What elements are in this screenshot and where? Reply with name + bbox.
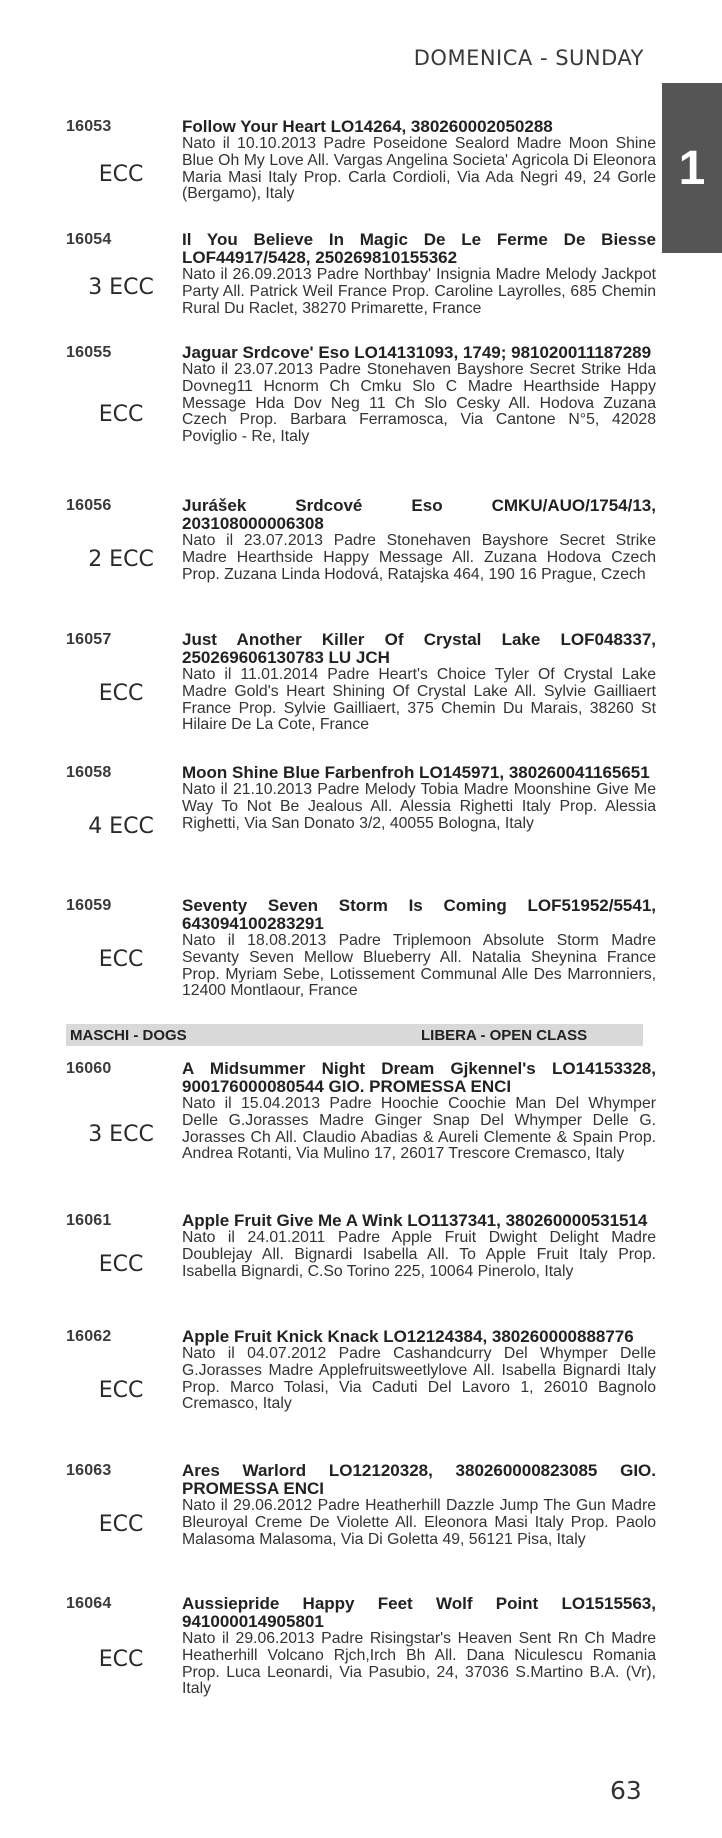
section-band bbox=[66, 1024, 643, 1046]
section-sex-label: MASCHI - DOGS bbox=[70, 1027, 187, 1044]
entry-description: Nato il 11.01.2014 Padre Heart's Choice Tyler Of Crystal Lake Madre Gold's Heart Shining Of Crystal Lake All. Sylvie Gailliaert France Prop. Sylvie Gailliaert, 375 Chemin Du Marais, 38260 St Hilaire De La Cote, France bbox=[182, 666, 656, 734]
entry-description: Nato il 23.07.2013 Padre Stonehaven Bayshore Secret Strike Madre Hearthside Happy Message All. Zuzana Hodova Czech Prop. Zuzana Linda Hodová, Ratajska 464, 190 16 Prague, Czech bbox=[182, 532, 656, 583]
entry-award: 2 ECC bbox=[88, 547, 154, 572]
entry-award: ECC bbox=[98, 1512, 144, 1537]
entry-number: 16063 bbox=[66, 1462, 112, 1479]
entry-number: 16060 bbox=[66, 1060, 112, 1077]
entry-number: 16054 bbox=[66, 231, 112, 248]
entry-description: Nato il 18.08.2013 Padre Triplemoon Absolute Storm Madre Sevanty Seven Mellow Blueberry All. Natalia Sheynina France Prop. Myriam Sebe, Lotissement Communal Alle Des Marronniers, 12400 Montlaour, France bbox=[182, 932, 656, 1000]
entry-number: 16062 bbox=[66, 1328, 112, 1345]
entry-number: 16064 bbox=[66, 1595, 112, 1612]
section-tab bbox=[662, 83, 722, 253]
entry-title: Jaguar Srdcove' Eso LO14131093, 1749; 981020011187289 bbox=[182, 343, 652, 362]
entry-award: 4 ECC bbox=[88, 814, 154, 839]
entry-title: Follow Your Heart LO14264, 380260002050288 bbox=[182, 117, 553, 136]
entry-description: Nato il 24.01.2011 Padre Apple Fruit Dwight Delight Madre Doublejay All. Bignardi Isabella All. To Apple Fruit Italy Prop. Isabella Bignardi, C.So Torino 225, 10064 Pinerolo, Italy bbox=[182, 1229, 656, 1280]
entry-award: ECC bbox=[98, 1647, 144, 1672]
entry-award: ECC bbox=[98, 162, 144, 187]
entry-number: 16053 bbox=[66, 118, 112, 135]
entry-title: Aussiepride Happy Feet Wolf Point LO1515563, 941000014905801 bbox=[182, 1594, 656, 1631]
entry-number: 16057 bbox=[66, 631, 112, 648]
entry-description: Nato il 29.06.2013 Padre Risingstar's Heaven Sent Rn Ch Madre Heatherhill Volcano Rjch,Irch Bh All. Dana Niculescu Romania Prop. Luca Leonardi, Via Pasubio, 24, 37036 S.Martino B.A. (Vr), Italy bbox=[182, 1630, 656, 1698]
entry-description: Nato il 21.10.2013 Padre Melody Tobia Madre Moonshine Give Me Way To Not Be Jealous All. Alessia Righetti Italy Prop. Alessia Righetti, Via San Donato 3/2, 40055 Bologna, Italy bbox=[182, 781, 656, 832]
entry-number: 16061 bbox=[66, 1212, 112, 1229]
entry-number: 16055 bbox=[66, 344, 112, 361]
entry-description: Nato il 15.04.2013 Padre Hoochie Coochie Man Del Whymper Delle G.Jorasses Madre Ginger Snap Del Whymper Delle G. Jorasses Ch All. Claudio Abadias & Aureli Clemente & Spain Prop. Andrea Rotanti, Via Mulino 17, 26017 Trescore Cremasco, Italy bbox=[182, 1095, 656, 1163]
entry-title: Apple Fruit Give Me A Wink LO1137341, 380260000531514 bbox=[182, 1211, 648, 1230]
entry-award: ECC bbox=[98, 681, 144, 706]
section-tab-label: 1 bbox=[678, 141, 706, 195]
entry-title: Ares Warlord LO12120328, 380260000823085 GIO. PROMESSA ENCI bbox=[182, 1461, 656, 1498]
entry-title: Moon Shine Blue Farbenfroh LO145971, 380260041165651 bbox=[182, 763, 650, 782]
entry-title: Jurášek Srdcové Eso CMKU/AUO/1754/13, 203108000006308 bbox=[182, 496, 656, 533]
entry-description: Nato il 29.06.2012 Padre Heatherhill Dazzle Jump The Gun Madre Bleuroyal Creme De Violette All. Eleonora Masi Italy Prop. Paolo Malasoma Malasoma, Via Di Goletta 49, 56121 Pisa, Italy bbox=[182, 1497, 656, 1548]
entry-award: ECC bbox=[98, 1378, 144, 1403]
entry-number: 16059 bbox=[66, 897, 112, 914]
entry-number: 16058 bbox=[66, 764, 112, 781]
entry-award: 3 ECC bbox=[88, 1122, 154, 1147]
page-header-day: DOMENICA - SUNDAY bbox=[413, 46, 644, 70]
page-number: 63 bbox=[610, 1776, 642, 1805]
entry-title: Apple Fruit Knick Knack LO12124384, 380260000888776 bbox=[182, 1327, 634, 1346]
entry-description: Nato il 10.10.2013 Padre Poseidone Sealord Madre Moon Shine Blue Oh My Love All. Vargas Angelina Societa' Agricola Di Eleonora Maria Masi Italy Prop. Carla Cordioli, Via Ada Negri 49, 24 Gorle (Bergamo), Italy bbox=[182, 135, 656, 203]
entry-award: ECC bbox=[98, 947, 144, 972]
entry-award: 3 ECC bbox=[88, 275, 154, 300]
entry-award: ECC bbox=[98, 1252, 144, 1277]
entry-award: ECC bbox=[98, 402, 144, 427]
entry-title: Seventy Seven Storm Is Coming LOF51952/5541, 643094100283291 bbox=[182, 896, 656, 933]
entry-title: A Midsummer Night Dream Gjkennel's LO14153328, 900176000080544 GIO. PROMESSA ENCI bbox=[182, 1059, 656, 1096]
entry-title: Il You Believe In Magic De Le Ferme De Biesse LOF44917/5428, 250269810155362 bbox=[182, 230, 656, 267]
entry-description: Nato il 04.07.2012 Padre Cashandcurry Del Whymper Delle G.Jorasses Madre Applefruitsweetlylove All. Isabella Bignardi Italy Prop. Marco Tolasi, Via Caduti Del Lavoro 1, 26010 Bagnolo Cremasco, Italy bbox=[182, 1345, 656, 1413]
entry-description: Nato il 23.07.2013 Padre Stonehaven Bayshore Secret Strike Hda Dovneg11 Hcnorm Ch Cmku Slo C Madre Hearthside Happy Message Hda Dov Neg 11 Ch Slo Cesky All. Hodova Zuzana Czech Prop. Barbara Ferramosca, Via Cantone N°5, 42028 Poviglio - Re, Italy bbox=[182, 361, 656, 446]
entry-description: Nato il 26.09.2013 Padre Northbay' Insignia Madre Melody Jackpot Party All. Patrick Weil France Prop. Caroline Layrolles, 685 Chemin Rural Du Raclet, 38270 Primarette, France bbox=[182, 266, 656, 317]
entry-number: 16056 bbox=[66, 497, 112, 514]
entry-title: Just Another Killer Of Crystal Lake LOF048337, 250269606130783 LU JCH bbox=[182, 630, 656, 667]
section-class-label: LIBERA - OPEN CLASS bbox=[421, 1027, 588, 1044]
